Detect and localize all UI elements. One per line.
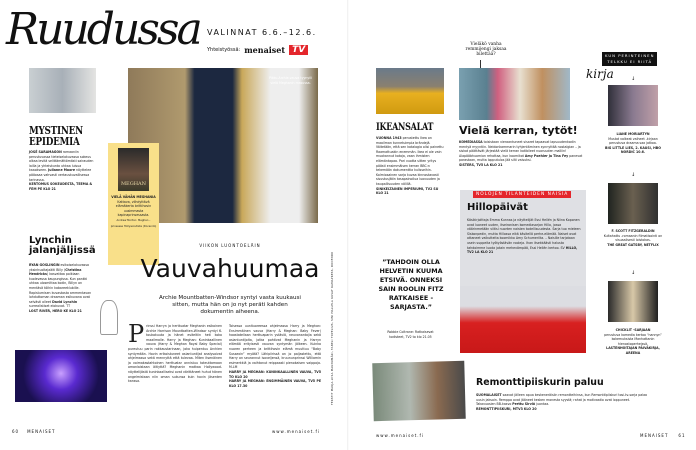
ikea-text: VUONNA 1943 perustettu Ikea on maailman tunnetuimpia brändejä. Väitetään, että sen katalogia olisi painettu Raamattuakin enemmän. Ikea ei ole vain muokannut kotoja, vaan ihmisten elämäntapaa. Pari vuotta sitten yritys päästi ensimmäisen kerran BBC:n tekemään dokumenttia kulisseihin. Kolmiosainen sarja kuvaa kinnostavasti sisustusjätin tasapainoilua luovuuden ja kaupallisuuden välillä. SINIKELTAINEN IMPERIUMI, TV2 SU KLO 21: [376, 136, 444, 196]
partner-line: [207, 45, 308, 55]
quote-source: Robbie Coltrane: Ratkaisevat todisteet, TV2 to klo 21.05: [387, 330, 434, 339]
caption-line: [480, 60, 481, 68]
books-tag: KUN PERINTEINEN TELKKU EI RIITÄ: [602, 52, 657, 66]
book-item-1: LIANE MORIARTYN Mustat valkeat valheet -kirjaan perustuva draama saa jatkoa. BIG LITTLE LIES, 2. KAUSI, HBO NORDIC 10.6.: [605, 132, 661, 155]
right-footer-page: 61: [678, 433, 686, 438]
book-text: VIELÄ VÄHÄN MEGHANIA Kattava, viihdyttävä elämäkerta brittihovin uusimmasta kapinaprinsessasta. Andrew Morton: Meghan – prinsessa Hollywoodista (Docendo): [110, 195, 157, 228]
feature-col1: Prinssi Harryn ja herttuatar Meghanin esikoinen Archie Harrison Mountbatten-Windsor syntyi 6. toukokuuta ja hänet esiteltiin heti koko maailmalle. Harry ja Meghan: Kuninkaallinen vauva (Harry & Meghan Royal Baby Special) pureutuu parin rakkaustarinaan, joka huipentuu Archien syntymään. Hovin erikoistuneet asiantuntijat analysoivat ohjelmassa sekä mennyttä että tulevaa. Miten itsenäinen ja voimakastahtoinen herttuatar onnistuu toteuttamaan omanlaistaan äitiyttä? Meghanin matkaa Hollywood-näyttelijästä kuninkaalliseksi ovat värittäneet huhut hänen ongelmistaan niin oman sukunsa kuin hovin jäsenten kanssa.: [128, 320, 222, 384]
feature-title: Vauvahuumaa: [140, 254, 320, 283]
section-title: Ruudussa: [6, 4, 200, 55]
remontti-photo: [372, 361, 465, 421]
left-footer: [12, 429, 56, 434]
left-footer-page: 60: [12, 429, 20, 434]
ikea-photo: [376, 68, 444, 114]
right-footer: [640, 433, 686, 438]
hillo-tag: NOLOJEN TILANTEIDEN NAISIA: [473, 191, 571, 198]
arrow-down-icon: ↓: [631, 270, 636, 276]
mystinen-title: MYSTINEN EPIDEMIA: [29, 124, 83, 148]
left-footer-url: www.menaiset.fi: [272, 429, 321, 434]
books-script: kirja: [586, 67, 614, 81]
right-footer-brand: MENAISET: [640, 433, 669, 438]
arrow-down-icon: ↓: [631, 172, 636, 178]
quote: ”TAHDOIN OLLA HELVETIN KUUMA ETSIVÄ. ONNEKSI SAIN ROOLIN FITZ RATKAISEE -SARJASTA.”: [378, 258, 444, 311]
dancer-illustration: [100, 300, 118, 335]
feature-col2: Toisessa uunituoreessa ohjelmassa Harry ja Meghan: Ensimmäinen vauva (Harry & Meghan: Baby Fever) haastatellaan herttuaparin ystäviä, neuvonantajia sekä asiantuntijoita, jotka pohtivat Meghanin ja Harryn elämää erityisesti vauvan syntymän jälkeen. Kuinka nuoren perheen ja brittihovin elämä muuttuu “Baby Sussexin” myötä? Lähipiirissä on jo paljastettu, että Harry on seurannut isoveljensä, kruununprinssi Williamin esimerkkiä ja vaihtanut reippaasti pienokaisen vaippoja. M-LM HARRY JA MEGHAN: KUNINKAALLINEN VAUVA, TV5 TO KLO 20 HARRY JA MEGHAN: ENSIMMÄINEN VAUVA, TV5 PE KLO 17.30: [229, 324, 321, 388]
mystinen-text: JOSÉ SARAMAGON romaaniin perustuvassa tieteiselokuvassa sokeus alkaa levitä selittämättömästi sairauden lailla ja yhteiskunta uhkaa luisua kaaokseen. Julianne Moore näyttelee pääosaa vahvasti vertauskuvallisessa tarinassa. KERTOMUS SOKEUDESTA, TEEMA & FEM PE KLO 21: [29, 150, 94, 191]
book-item-3: CHICKLIT -SARJAAN perustuva komedia kertoo “nannyn” kokemuksista Manhattanin hienostoperheissä. LASTENHOITAJAN PÄIVÄKIRJA, AREENA: [604, 328, 662, 355]
spine: [347, 0, 349, 450]
hillo-photo: [460, 286, 586, 353]
book-photo-2: [608, 183, 658, 224]
concert-photo: [15, 350, 107, 402]
lynch-title: Lynchin jalanjäljissä: [29, 235, 96, 256]
lynch-text: RYAN GOSLINGIN esikoiselokuvassa yksinhuoltajaäiti Billy (Christina Hendricks) kasvattaa poikiaan kuolevassa kaupungissa. Kun pankki uhkaa ulosmittaa kodin, Billyn on mentävä töihin kabareeklubille. Rapistumisen kuvastosta ammentavan lohduttoman draaman esikuvana ovat selvästi olleet David Lynchin surrealistiset elokuvat. TT LOST RIVER, HERO KE KLO 21: [29, 263, 92, 313]
ikea-title: IKEANSALAT: [376, 122, 434, 133]
sisters-photo: [459, 68, 570, 120]
sisters-photo-caption: Vieläkö vanha remmijengi jaksaa bilettää?: [465, 42, 507, 57]
left-footer-brand: MENAISET: [27, 429, 56, 434]
sisters-text: KOMEDIASSA toisistaan vieraantuneet sisaret tapaavat lapsuudenkodin mentyä myyntiin. Neidonkammarin tyhjentäminen synnyttää nostalgian – ja siskot päättävät järjestää vielä kerran kotibileet nuoruuden malliin! Alapääbhuomion rehottaa, kun koomikot Amy Poehler ja Tina Fey panevat parastaan, mutta lopputulos jää silti vaisuksi. SISTERS, TV5 LA KLO 21: [459, 140, 583, 167]
book-photo-1: [608, 85, 658, 126]
main-photo-caption: Pikku-Archie-vauva tyynyili vielä Meghanin masussa.: [269, 76, 312, 85]
sisters-title: Vielä kerran, tytöt!: [459, 124, 578, 137]
menaiset-logo: menaiset: [244, 45, 286, 55]
dates: VALINNAT 6.6.–12.6.: [207, 28, 317, 37]
remontti-title: Remonttipiiskurin paluu: [476, 377, 604, 388]
feature-kicker: VIIKON LUONTOELÄIN: [199, 243, 261, 248]
remontti-text: SUOMALAISET saavat jälleen apua keskeneräisiin remontteihinsa, kun Remonttipiiskuri tosi-tv-sarja palaa uusin jaksoin. Remppa ovat jääneet kesken monesta syystä; rahat ja motivaatio ovat loppuneet. Takavuosien BB-kasvo Perttu Sirviö juontaa. REMONTTIPIISKURI, MTV3 KLO 20: [476, 393, 647, 411]
author-photo: [29, 68, 96, 113]
hillo-text: Käsikirjoittaja Emma Kunnas ja näyttelijät Essi Hellén ja Niina Koponen ovat luoneet uuden, itseironisen komediasarjan Hillo, jossa väärinmetään viitisi nuorten naisten todellisuudesta. Sarja tuo mieleen Siskonpedin, mutta Hillossa eikä käsitellä perhe-elämää. Naiset ovat ottaneet vaikutteita koomikko Amy Schumerilta. – Naisille tarjotaan usein suppeita työtyöstävän rooleja. Ihan itsekkäästi halusta tahdoimme luoda jotain mehevämpää, Essi Hellén kertoo. SV HILLO, TV2 LA KLO 21: [467, 218, 581, 255]
credits: TEKSTIT MARJA-LIISA MAUNUMÄKI, TANELI TOPELIUS, SINI HALLELA KUVAT RAMAPRESS, DOCENDO: [331, 251, 334, 405]
feature-subtitle: Archie Mountbatten-Windsor syntyi vasta kuukausi sitten, mutta hän on jo nyt peräti kahden dokumentin aiheena.: [159, 295, 301, 315]
partner-label: Yhteistyössä:: [207, 47, 241, 53]
book-cover: [118, 148, 149, 191]
hillo-title: Hillopäivät: [467, 202, 528, 213]
arrow-down-icon: ↓: [631, 76, 636, 82]
right-footer-url: www.menaiset.fi: [376, 433, 425, 438]
book-item-2: F. SCOTT FITZGERALDIN Kultahattu -romaanin filmatisointi on visuaalisesti loistokas. THE GREAT GATSBY, NETFLIX: [603, 229, 663, 247]
book-cover-title: MEGHAN: [120, 181, 147, 187]
book-photo-3: [608, 281, 658, 322]
tv-logo: TV: [289, 45, 308, 55]
